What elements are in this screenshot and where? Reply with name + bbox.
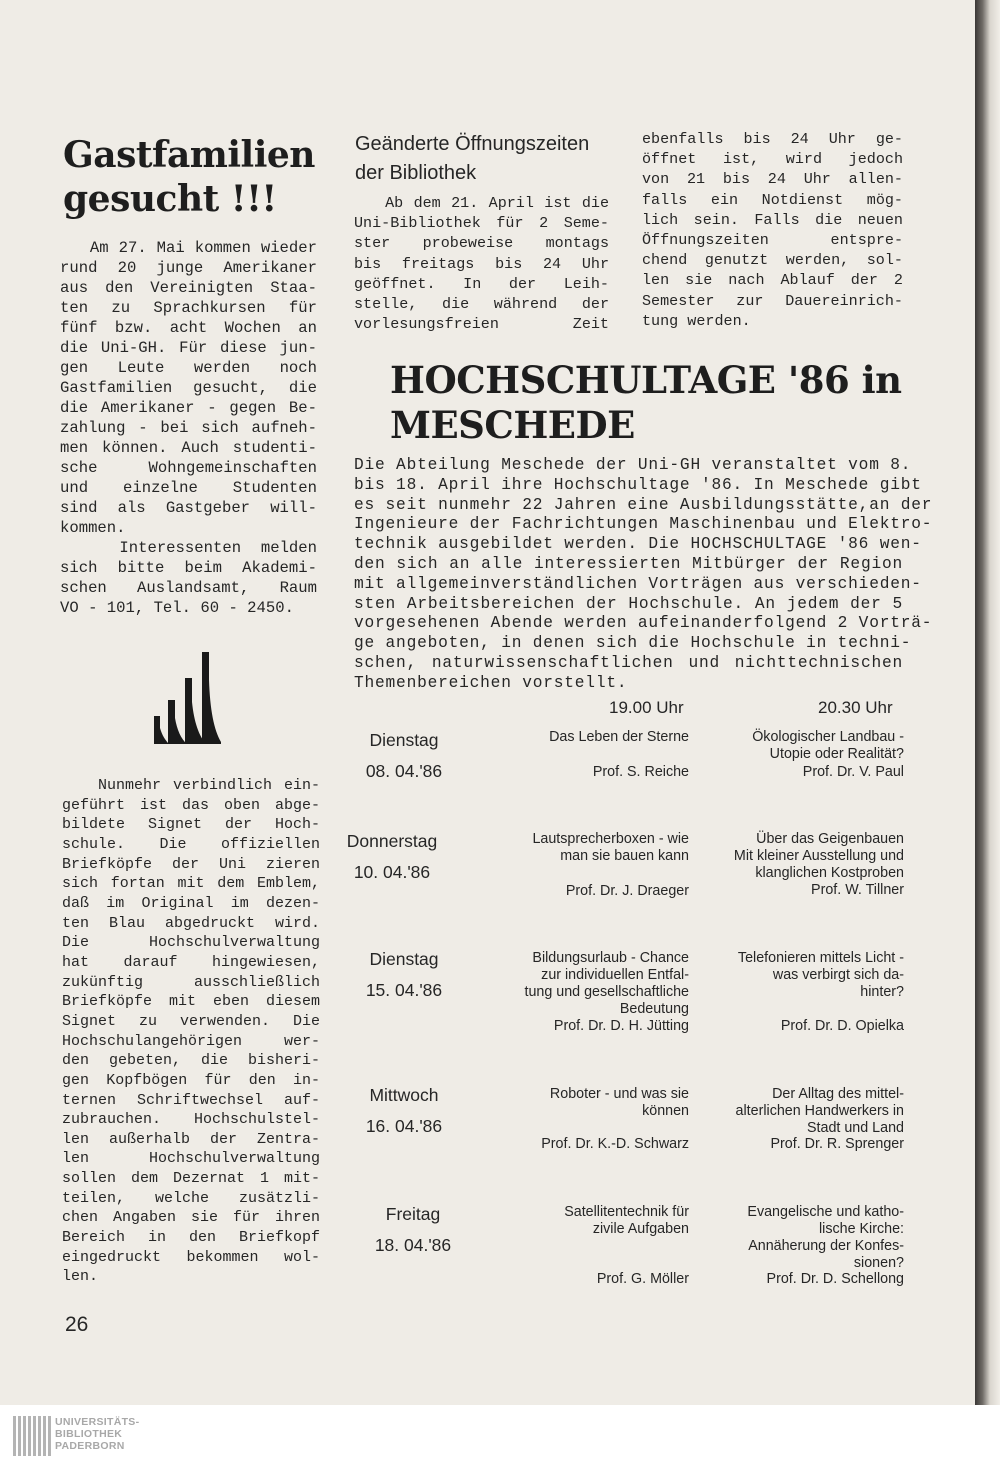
day-date: 16. 04.'86: [365, 1116, 443, 1136]
text-line: schule. Die offiziellen: [62, 835, 320, 853]
talk-line: tung und gesellschaftliche: [524, 984, 689, 1000]
talk-line: Utopie oder Realität?: [769, 746, 904, 762]
text-line: len.: [62, 1268, 99, 1286]
text-line: von 21 bis 24 Uhr allen-: [642, 170, 903, 189]
text-line: mit allgemeinverständlichen Vorträgen aus verschieden-: [354, 574, 922, 593]
text-line: ternen Schriftwechsel auf-: [62, 1091, 320, 1109]
text-line: die Amerikaner - gegen Be-: [60, 399, 317, 417]
headline-line: MESCHEDE: [390, 403, 635, 447]
talk-line: zur individuellen Entfal-: [541, 967, 689, 983]
schedule-day: [348, 1203, 478, 1256]
talk-line: Telefonieren mittels Licht -: [737, 950, 904, 966]
text-line: rund 20 junge Amerikaner: [60, 259, 317, 277]
digitization-footer: [0, 1405, 1000, 1465]
text-line: vorlesungsfreien Zeit: [354, 315, 609, 334]
text-line: falls ein Notdienst mög-: [642, 190, 903, 209]
text-line: fünf bzw. acht Wochen an: [60, 319, 317, 337]
text-line: bis 18. April ihre Hochschultage '86. In Meschede gibt: [354, 475, 922, 494]
text-line: die Uni-GH. Für diese jun-: [60, 339, 317, 357]
text-line: sollen dem Dezernat 1 mit-: [62, 1170, 320, 1188]
schedule-day: [339, 948, 469, 1001]
talk-line: zivile Aufgaben: [592, 1221, 689, 1237]
text-line: technik ausgebildet werden. Die HOCHSCHULTAGE '86 wen-: [354, 535, 922, 554]
speaker-1: Prof. S. Reiche: [592, 764, 689, 780]
text-line: schen Auslandsamt, Raum: [60, 579, 317, 597]
talk-line: Der Alltag des mittel-: [772, 1086, 904, 1102]
text-line: Bereich in den Briefkopf: [62, 1229, 320, 1247]
schedule-day: [339, 1084, 469, 1137]
text-line: len Hochschulverwaltung: [62, 1150, 320, 1168]
talk-line: Evangelische und katho-: [747, 1204, 904, 1220]
book-spine-edge: [975, 0, 1000, 1405]
text-line: bildete Signet der Hoch-: [62, 816, 320, 834]
speaker-1: Prof. Dr. J. Draeger: [565, 883, 689, 899]
talk-line: Annäherung der Konfes-: [748, 1238, 904, 1254]
talk-title-2: [734, 831, 904, 882]
library-name-line: PADERBORN: [55, 1440, 125, 1452]
text-line: Signet zu verwenden. Die: [62, 1012, 320, 1030]
text-line: Hochschulangehörigen wer-: [62, 1032, 320, 1050]
time-header-1: 19.00 Uhr: [609, 698, 684, 717]
headline-line: gesucht !!!: [63, 178, 277, 220]
library-name-line: BIBLIOTHEK: [55, 1428, 123, 1440]
text-line: gen Leute werden noch: [60, 359, 317, 377]
talk-line: Ökologischer Landbau -: [752, 729, 904, 745]
text-line: Gastfamilien gesucht, die: [60, 379, 317, 397]
text-line: ebenfalls bis 24 Uhr ge-: [642, 130, 903, 148]
text-line: bis freitags bis 24 Uhr: [354, 254, 609, 273]
talk-title-2: [736, 1086, 904, 1137]
text-line: ten zu Sprachkursen für: [60, 299, 317, 317]
headline-line: Geänderte Öffnungszeiten: [355, 133, 590, 155]
text-line: lich sein. Falls die neuen: [642, 210, 903, 229]
bibliothek-article-col2: [354, 193, 609, 334]
headline-line: Gastfamilien: [63, 134, 315, 176]
talk-line: Über das Geigenbauen: [756, 831, 904, 847]
text-line: Briefköpfe der Uni zieren: [62, 855, 320, 873]
text-line: es seit nunmehr 22 Jahren eine Ausbildungsstätte,an der: [354, 495, 933, 514]
text-line: len sie nach Ablauf der 2: [642, 271, 903, 290]
text-line: VO - 101, Tel. 60 - 2450.: [60, 599, 294, 617]
text-line: teilen, welche zusätzli-: [62, 1189, 320, 1207]
library-name-line: UNIVERSITÄTS-: [55, 1416, 140, 1428]
text-line: len außerhalb der Zentra-: [62, 1130, 320, 1148]
talk-title-2: [747, 1204, 904, 1272]
text-line: vorgesehenen Abende werden aufeinanderfolgend 2 Vorträ-: [354, 614, 933, 633]
text-line: Öffnungszeiten entspre-: [642, 231, 903, 250]
text-line: zahlung - bei sich aufneh-: [60, 419, 317, 437]
text-line: eingedruckt bekommen wol-: [62, 1248, 320, 1266]
talk-line: Das Leben der Sterne: [549, 729, 689, 745]
text-line: schen, naturwissenschaftlichen und nichttechnischen: [354, 653, 903, 672]
text-line: den sich an alle interessierten Mitbürger der Region: [354, 554, 903, 573]
text-line: Die Abteilung Meschede der Uni-GH veranstaltet vom 8.: [354, 456, 912, 474]
text-line: Die Hochschulverwaltung: [62, 934, 320, 952]
text-line: chen Angaben sie für ihren: [62, 1209, 320, 1227]
text-line: men können. Auch studenti-: [60, 439, 317, 457]
text-line: öffnet ist, wird jedoch: [642, 150, 903, 169]
signet-article: [62, 776, 320, 1287]
day-name: Mittwoch: [369, 1085, 439, 1105]
talk-line: hinter?: [860, 984, 904, 1000]
page-number: 26: [65, 1313, 89, 1336]
text-line: gen Kopfbögen für den in-: [62, 1071, 320, 1089]
text-line: Ingenieure der Fachrichtungen Maschinenbau und Elektro-: [354, 515, 933, 534]
talk-title-1: [532, 831, 689, 865]
talk-line: Mit kleiner Ausstellung und: [733, 848, 904, 864]
text-line: Ab dem 21. April ist die: [354, 194, 609, 212]
talk-title-2: [752, 729, 904, 763]
text-line: sten Arbeitsbereichen der Hochschule. An jedem der 5: [354, 594, 903, 613]
gastfamilien-article: [60, 238, 317, 618]
day-name: Dienstag: [369, 730, 439, 750]
text-line: zukünftig ausschließlich: [62, 973, 320, 991]
speaker-2: Prof. W. Tillner: [811, 882, 904, 898]
talk-line: was verbirgt sich da-: [772, 967, 904, 983]
talk-line: Stadt und Land: [807, 1120, 904, 1136]
schedule-day: [327, 830, 457, 883]
day-date: 08. 04.'86: [365, 761, 443, 781]
speaker-2: Prof. Dr. D. Opielka: [780, 1018, 904, 1034]
gastfamilien-headline: [63, 133, 323, 221]
day-name: Donnerstag: [346, 831, 438, 851]
talk-line: Satellitentechnik für: [564, 1204, 689, 1220]
text-line: Themenbereichen vorstellt.: [354, 673, 628, 692]
talk-line: Roboter - und was sie: [549, 1086, 689, 1102]
text-line: ge angeboten, in denen sich die Hochschule in techni-: [354, 634, 912, 653]
university-signet-emblem: [152, 650, 222, 746]
headline-line: der Bibliothek: [355, 162, 477, 184]
talk-title-1: [564, 1204, 689, 1238]
text-line: Semester zur Dauereinrich-: [642, 291, 903, 310]
speaker-1: Prof. Dr. K.-D. Schwarz: [541, 1136, 689, 1152]
talk-line: alterlichen Handwerkers in: [735, 1103, 904, 1119]
text-line: daß im Original im dezen-: [62, 894, 320, 912]
text-line: Interessenten melden: [60, 539, 317, 557]
talk-line: lische Kirche:: [818, 1221, 904, 1237]
bibliothek-article-col3: [642, 129, 903, 331]
day-date: 15. 04.'86: [365, 980, 443, 1000]
talk-line: können: [642, 1103, 689, 1119]
text-line: tung werden.: [642, 311, 751, 330]
text-line: sind als Gastgeber will-: [60, 499, 317, 517]
text-line: Am 27. Mai kommen wieder: [60, 239, 317, 257]
speaker-1: Prof. Dr. D. H. Jütting: [553, 1018, 689, 1034]
text-line: hat darauf hingewiesen,: [62, 953, 320, 971]
text-line: den gebeten, die bisheri-: [62, 1052, 320, 1070]
library-name: [55, 1416, 139, 1452]
time-header-2: 20.30 Uhr: [818, 698, 893, 717]
talk-title-1: [524, 950, 689, 1018]
library-logo-icon: [12, 1415, 52, 1457]
text-line: Nunmehr verbindlich ein-: [62, 777, 320, 794]
text-line: stelle, die während der: [354, 295, 609, 314]
speaker-2: Prof. Dr. D. Schellong: [766, 1271, 904, 1287]
talk-title-2: [738, 950, 904, 1001]
text-line: aus den Vereinigten Staa-: [60, 279, 317, 297]
text-line: und einzelne Studenten: [60, 479, 317, 497]
hochschultage-article: [354, 456, 933, 694]
talk-title-1: [550, 1086, 689, 1120]
hochschultage-headline: [390, 358, 950, 448]
speaker-2: Prof. Dr. R. Sprenger: [770, 1136, 904, 1152]
talk-line: man sie bauen kann: [560, 848, 689, 864]
day-date: 18. 04.'86: [374, 1235, 452, 1255]
talk-line: Lautsprecherboxen - wie: [532, 831, 689, 847]
bibliothek-headline: [355, 130, 615, 188]
text-line: chend genutzt werden, sol-: [642, 251, 903, 270]
text-line: sche Wohngemeinschaften: [60, 459, 317, 477]
speaker-2: Prof. Dr. V. Paul: [802, 764, 904, 780]
text-line: Briefköpfe mit eben diesem: [62, 993, 320, 1011]
text-line: ster probeweise montags: [354, 234, 609, 253]
talk-title-1: [549, 729, 689, 746]
text-line: geöffnet. In der Leih-: [354, 274, 609, 293]
talk-line: klanglichen Kostproben: [755, 865, 904, 881]
headline-line: HOCHSCHULTAGE '86 in: [390, 358, 902, 402]
day-date: 10. 04.'86: [353, 862, 431, 882]
talk-line: Bildungsurlaub - Chance: [532, 950, 689, 966]
text-line: kommen.: [60, 519, 126, 537]
day-name: Dienstag: [369, 949, 439, 969]
text-line: zubrauchen. Hochschulstel-: [62, 1111, 320, 1129]
text-line: geführt ist das oben abge-: [62, 796, 320, 814]
text-line: sich bitte beim Akademi-: [60, 559, 317, 577]
schedule-day: [339, 729, 469, 782]
speaker-1: Prof. G. Möller: [596, 1271, 689, 1287]
text-line: sich fortan mit dem Emblem,: [62, 875, 320, 893]
talk-line: sionen?: [853, 1255, 904, 1271]
text-line: ten Blau abgedruckt wird.: [62, 914, 320, 932]
day-name: Freitag: [385, 1204, 441, 1224]
talk-line: Bedeutung: [619, 1001, 689, 1017]
text-line: Uni-Bibliothek für 2 Seme-: [354, 214, 609, 233]
